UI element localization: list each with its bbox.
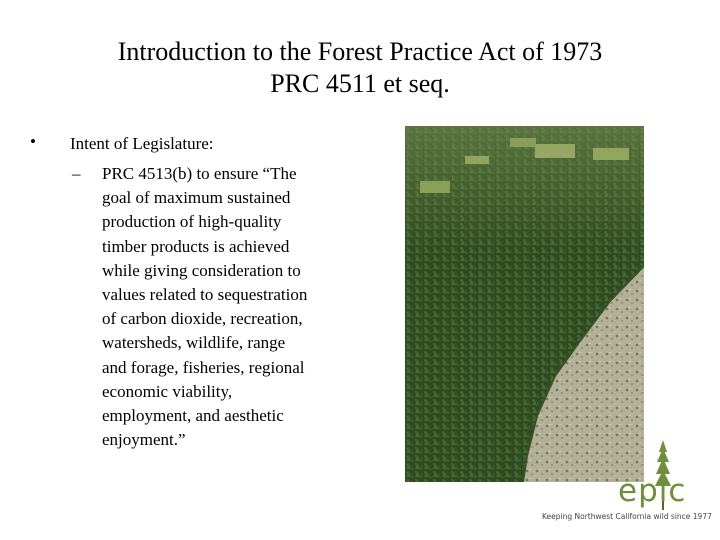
quote-line: production of high-quality: [102, 212, 282, 232]
title-line-1: Introduction to the Forest Practice Act of 1973: [117, 37, 603, 66]
quote-line: values related to sequestration: [102, 285, 308, 305]
quote-line: goal of maximum sustained: [102, 188, 291, 208]
quote-line: employment, and aesthetic: [102, 406, 284, 426]
dash-icon: –: [72, 164, 81, 183]
logo-wordmark: epic: [618, 473, 687, 509]
quote-line: timber products is achieved: [102, 236, 290, 256]
bullet-text: Intent of Legislature:: [70, 134, 214, 153]
sub-bullet: [72, 162, 352, 452]
quote-line: of carbon dioxide, recreation,: [102, 309, 303, 329]
forest-aerial-photo: [405, 126, 644, 482]
slide-title: [0, 36, 720, 100]
bullet-icon: •: [30, 132, 36, 151]
quote-line: economic viability,: [102, 381, 233, 401]
epic-logo: [540, 440, 715, 525]
title-line-2: PRC 4511 et seq.: [270, 69, 450, 98]
quote-line: and forage, fisheries, regional: [102, 357, 305, 377]
quote-line: watersheds, wildlife, range: [102, 333, 286, 353]
logo-tagline: Keeping Northwest California wild since 1977: [542, 512, 712, 521]
quote-line: enjoyment.”: [102, 430, 186, 450]
quote-line: PRC 4513(b) to ensure “The: [102, 164, 297, 183]
sub-bullet-text: [102, 162, 352, 452]
quote-line: while giving consideration to: [102, 260, 301, 280]
